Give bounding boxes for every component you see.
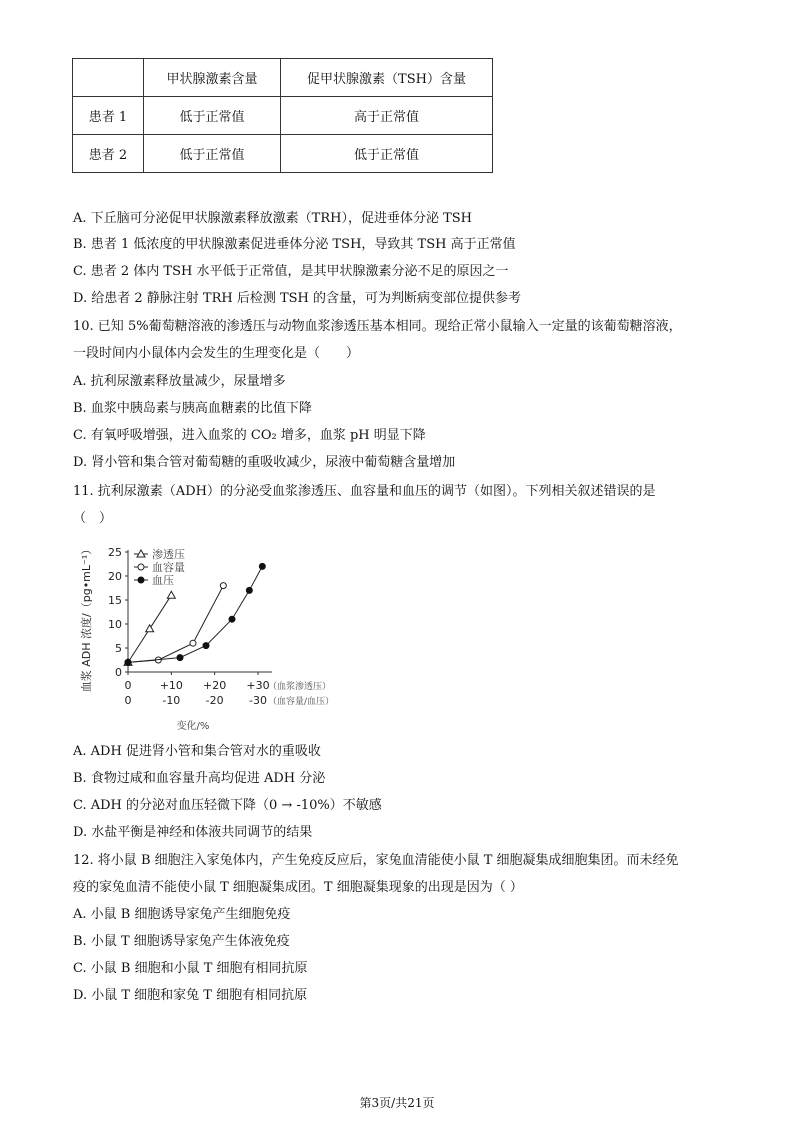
q10-option-b: B. 血浆中胰岛素与胰高血糖素的比值下降 — [73, 401, 312, 416]
x-tick-label: +10 — [159, 679, 183, 692]
table-header-cell: 甲状腺激素含量 — [144, 59, 281, 97]
series-line-1 — [128, 586, 223, 663]
q9-option-a: A. 下丘脑可分泌促甲状腺激素释放激素（TRH），促进垂体分泌 TSH — [73, 211, 472, 226]
y-tick-label: 10 — [108, 618, 122, 631]
q12-option-d: D. 小鼠 T 细胞和家兔 T 细胞有相同抗原 — [73, 988, 308, 1003]
q10-option-d: D. 肾小管和集合管对葡萄糖的重吸收减少，尿液中葡萄糖含量增加 — [73, 455, 456, 470]
data-point — [190, 640, 196, 646]
table-cell: 高于正常值 — [281, 97, 493, 135]
q9-option-b: B. 患者 1 低浓度的甲状腺激素促进垂体分泌 TSH，导致其 TSH 高于正常值 — [73, 237, 516, 252]
q10-stem: 10. 已知 5%葡萄糖溶液的渗透压与动物血浆渗透压基本相同。现给正常小鼠输入一定量的该葡萄糖溶液， — [73, 319, 682, 334]
data-point — [167, 591, 175, 598]
data-point — [203, 643, 209, 649]
q12-option-a: A. 小鼠 B 细胞诱导家兔产生细胞免疫 — [73, 907, 291, 922]
q11-option-d: D. 水盐平衡是神经和体液共同调节的结果 — [73, 825, 313, 840]
table-header-cell: 促甲状腺激素（TSH）含量 — [281, 59, 493, 97]
x-tick-label: 0 — [124, 679, 132, 692]
table-cell: 低于正常值 — [144, 97, 281, 135]
q12-option-c: C. 小鼠 B 细胞和小鼠 T 细胞有相同抗原 — [73, 961, 308, 976]
page-footer: 第3页/共21页 — [359, 1096, 435, 1110]
data-point — [220, 583, 226, 589]
adh-chart — [76, 540, 338, 736]
series-line-2 — [128, 566, 262, 662]
q11-option-a: A. ADH 促进肾小管和集合管对水的重吸收 — [73, 744, 321, 759]
q10-option-a: A. 抗利尿激素释放量减少，尿量增多 — [73, 374, 286, 389]
x-tick-label: +20 — [203, 679, 227, 692]
data-point — [177, 655, 183, 661]
table-cell: 低于正常值 — [144, 135, 281, 173]
q12-stem-cont: 疫的家兔血清不能使小鼠 T 细胞凝集成团。T 细胞凝集现象的出现是因为（ ） — [73, 880, 523, 895]
table-cell: 患者 1 — [73, 97, 144, 135]
q11-option-c: C. ADH 的分泌对血压轻微下降（0 → -10%）不敏感 — [73, 798, 382, 813]
q11-stem-cont: （ ） — [73, 511, 113, 526]
q9-option-c: C. 患者 2 体内 TSH 水平低于正常值，是其甲状腺激素分泌不足的原因之一 — [73, 264, 509, 279]
q11-stem: 11. 抗利尿激素（ADH）的分泌受血浆渗透压、血容量和血压的调节（如图）。下列相关叙述错误的是 — [73, 484, 656, 499]
y-tick-label: 5 — [115, 642, 122, 655]
x-tick-label: -10 — [162, 694, 181, 707]
q10-stem-cont: 一段时间内小鼠体内会发生的生理变化是（ ） — [73, 346, 360, 361]
x-tick-label: -30 — [249, 694, 267, 707]
table-header-row — [73, 59, 493, 97]
table-cell: 低于正常值 — [281, 135, 493, 173]
legend-label: 血容量 — [152, 561, 185, 574]
data-point — [146, 625, 154, 632]
adh-chart-svg — [76, 540, 338, 736]
q9-option-d: D. 给患者 2 静脉注射 TRH 后检测 TSH 的含量，可为判断病变部位提供参考 — [73, 291, 521, 306]
x-row2-caption: （血容量/血压） — [268, 697, 335, 707]
data-point — [259, 563, 265, 569]
table-row — [73, 135, 493, 173]
hormone-table — [72, 58, 493, 173]
data-point — [125, 659, 131, 665]
q12-option-b: B. 小鼠 T 细胞诱导家兔产生体液免疫 — [73, 934, 290, 949]
table-row — [73, 97, 493, 135]
table-header-cell — [73, 59, 144, 97]
q10-option-c: C. 有氧呼吸增强，进入血浆的 CO₂ 增多，血浆 pH 明显下降 — [73, 428, 426, 443]
x-tick-label: +30 — [246, 679, 270, 692]
table-cell: 患者 2 — [73, 135, 144, 173]
legend-marker — [138, 564, 144, 570]
legend-label: 渗透压 — [152, 548, 185, 561]
q11-option-b: B. 食物过咸和血容量升高均促进 ADH 分泌 — [73, 771, 326, 786]
x-axis-title: 变化/% — [176, 721, 210, 732]
legend-marker — [138, 577, 144, 583]
y-tick-label: 20 — [108, 570, 122, 583]
y-tick-label: 0 — [115, 666, 122, 679]
data-point — [246, 587, 252, 593]
y-axis-title: 血浆 ADH 浓度/（pg•mL⁻¹） — [80, 543, 93, 693]
q12-stem: 12. 将小鼠 B 细胞注入家兔体内，产生免疫反应后，家兔血清能使小鼠 T 细胞凝集成细胞集团。而未经免 — [73, 853, 679, 868]
x-row1-caption: （血浆渗透压） — [268, 682, 332, 692]
y-tick-label: 25 — [108, 546, 122, 559]
x-tick-label: 0 — [124, 694, 132, 707]
data-point — [229, 616, 235, 622]
x-tick-label: -20 — [205, 694, 224, 707]
y-tick-label: 15 — [108, 594, 122, 607]
legend-label: 血压 — [152, 574, 174, 587]
